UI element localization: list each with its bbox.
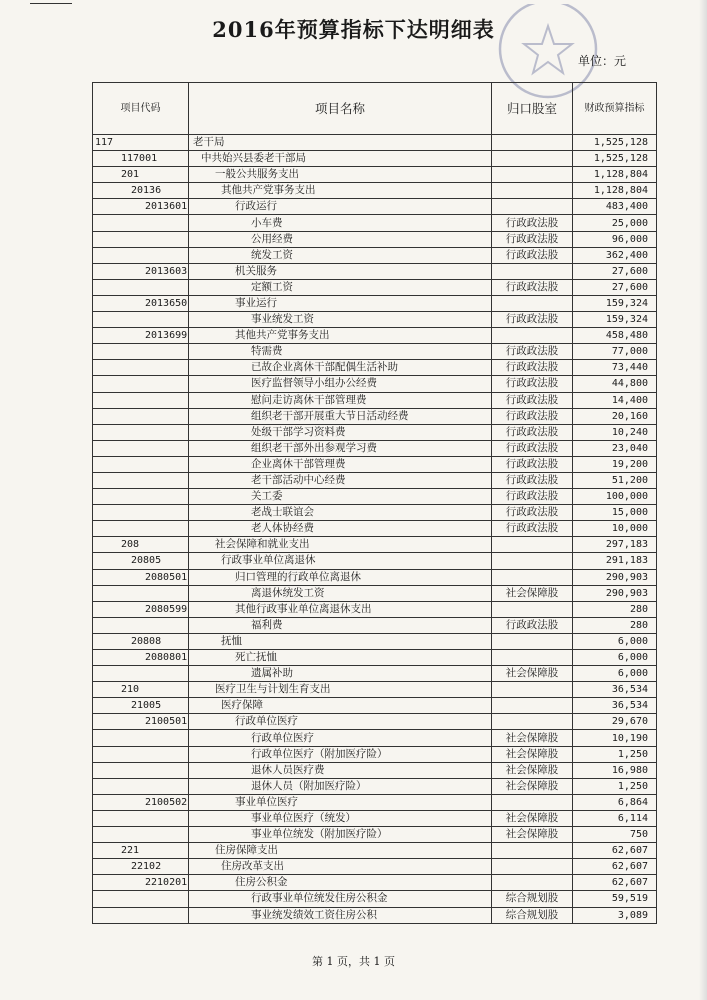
row-department — [492, 183, 573, 199]
row-name: 中共始兴县委老干部局 — [189, 151, 492, 167]
table-row — [93, 312, 657, 328]
row-amount: 14,400 — [573, 392, 657, 408]
row-name: 归口管理的行政单位离退休 — [189, 569, 492, 585]
row-department: 社会保障股 — [492, 778, 573, 794]
row-department: 行政政法股 — [492, 360, 573, 376]
row-amount: 290,903 — [573, 569, 657, 585]
table-row — [93, 569, 657, 585]
table-row — [93, 650, 657, 666]
row-department: 行政政法股 — [492, 392, 573, 408]
row-department — [492, 537, 573, 553]
row-name: 医疗保障 — [189, 698, 492, 714]
row-amount: 297,183 — [573, 537, 657, 553]
row-name: 特需费 — [189, 344, 492, 360]
row-department: 行政政法股 — [492, 505, 573, 521]
row-name: 医疗卫生与计划生育支出 — [189, 682, 492, 698]
row-code: 21005 — [93, 698, 189, 714]
table-row — [93, 794, 657, 810]
row-amount: 27,600 — [573, 279, 657, 295]
row-amount: 159,324 — [573, 295, 657, 311]
page-footer: 第 1 页，共 1 页 — [312, 955, 395, 968]
row-name: 老干部活动中心经费 — [189, 472, 492, 488]
row-department — [492, 859, 573, 875]
table-row — [93, 263, 657, 279]
table-header-row — [93, 83, 657, 135]
table-row — [93, 440, 657, 456]
row-name: 行政事业单位统发住房公积金 — [189, 891, 492, 907]
row-code: 2013650 — [93, 295, 189, 311]
table-row — [93, 730, 657, 746]
row-department — [492, 875, 573, 891]
row-amount: 62,607 — [573, 843, 657, 859]
row-amount: 25,000 — [573, 215, 657, 231]
row-name: 组织老干部外出参观学习费 — [189, 440, 492, 456]
table-row — [93, 408, 657, 424]
table-row — [93, 698, 657, 714]
row-name: 事业统发绩效工资住房公积 — [189, 907, 492, 923]
row-department: 行政政法股 — [492, 456, 573, 472]
row-amount: 6,000 — [573, 633, 657, 649]
row-code: 117 — [93, 135, 189, 151]
row-name: 老干局 — [189, 135, 492, 151]
row-amount: 19,200 — [573, 456, 657, 472]
row-amount: 23,040 — [573, 440, 657, 456]
row-code: 2080501 — [93, 569, 189, 585]
row-code: 22102 — [93, 859, 189, 875]
row-department — [492, 633, 573, 649]
row-amount: 27,600 — [573, 263, 657, 279]
row-code — [93, 617, 189, 633]
row-amount: 1,250 — [573, 778, 657, 794]
table-row — [93, 633, 657, 649]
row-code: 2210201 — [93, 875, 189, 891]
row-amount: 44,800 — [573, 376, 657, 392]
row-code: 2013699 — [93, 328, 189, 344]
row-amount: 3,089 — [573, 907, 657, 923]
row-code: 208 — [93, 537, 189, 553]
row-code — [93, 907, 189, 923]
row-amount: 100,000 — [573, 489, 657, 505]
row-code — [93, 827, 189, 843]
row-name: 小车费 — [189, 215, 492, 231]
row-department: 行政政法股 — [492, 312, 573, 328]
row-department — [492, 263, 573, 279]
row-name: 企业离休干部管理费 — [189, 456, 492, 472]
table-row — [93, 360, 657, 376]
row-department — [492, 328, 573, 344]
row-code: 20136 — [93, 183, 189, 199]
row-amount: 280 — [573, 601, 657, 617]
table-row — [93, 843, 657, 859]
row-department: 社会保障股 — [492, 827, 573, 843]
row-department — [492, 295, 573, 311]
row-amount: 291,183 — [573, 553, 657, 569]
row-department: 社会保障股 — [492, 666, 573, 682]
table-row — [93, 279, 657, 295]
row-amount: 6,000 — [573, 666, 657, 682]
table-row — [93, 472, 657, 488]
row-department: 行政政法股 — [492, 472, 573, 488]
row-name: 离退休统发工资 — [189, 585, 492, 601]
row-amount: 280 — [573, 617, 657, 633]
table-row — [93, 714, 657, 730]
table-row — [93, 489, 657, 505]
row-code — [93, 360, 189, 376]
row-department: 社会保障股 — [492, 762, 573, 778]
table-row — [93, 505, 657, 521]
table-row — [93, 135, 657, 151]
row-name: 定额工资 — [189, 279, 492, 295]
row-department: 行政政法股 — [492, 215, 573, 231]
page-title: 2016年预算指标下达明细表 — [212, 17, 495, 42]
budget-table-area — [92, 82, 652, 943]
table-row — [93, 666, 657, 682]
row-name: 其他共产党事务支出 — [189, 183, 492, 199]
row-code: 20808 — [93, 633, 189, 649]
row-name: 医疗监督领导小组办公经费 — [189, 376, 492, 392]
row-name: 抚恤 — [189, 633, 492, 649]
row-name: 死亡抚恤 — [189, 650, 492, 666]
row-amount: 1,128,804 — [573, 167, 657, 183]
row-name: 其他共产党事务支出 — [189, 328, 492, 344]
row-amount: 36,534 — [573, 698, 657, 714]
row-department: 社会保障股 — [492, 730, 573, 746]
row-name: 关工委 — [189, 489, 492, 505]
row-amount: 1,525,128 — [573, 151, 657, 167]
table-row — [93, 891, 657, 907]
row-name: 退休人员医疗费 — [189, 762, 492, 778]
row-department: 行政政法股 — [492, 489, 573, 505]
row-department: 社会保障股 — [492, 585, 573, 601]
row-amount: 59,519 — [573, 891, 657, 907]
table-row — [93, 392, 657, 408]
row-name: 慰问走访离休干部管理费 — [189, 392, 492, 408]
row-department — [492, 569, 573, 585]
table-row — [93, 682, 657, 698]
row-name: 住房公积金 — [189, 875, 492, 891]
scan-edge-shadow — [699, 0, 707, 1000]
table-row — [93, 778, 657, 794]
table-row — [93, 167, 657, 183]
row-amount: 10,000 — [573, 521, 657, 537]
row-code: 210 — [93, 682, 189, 698]
row-amount: 62,607 — [573, 875, 657, 891]
row-code: 201 — [93, 167, 189, 183]
header-department: 归口股室 — [492, 83, 573, 135]
unit-label: 单位：元 — [578, 54, 627, 68]
row-name: 行政运行 — [189, 199, 492, 215]
row-amount: 159,324 — [573, 312, 657, 328]
row-code: 2100502 — [93, 794, 189, 810]
row-code — [93, 730, 189, 746]
row-amount: 6,114 — [573, 810, 657, 826]
row-name: 行政事业单位离退休 — [189, 553, 492, 569]
row-amount: 458,480 — [573, 328, 657, 344]
row-department — [492, 794, 573, 810]
row-department: 综合规划股 — [492, 891, 573, 907]
budget-table — [92, 82, 657, 924]
row-code — [93, 505, 189, 521]
table-row — [93, 183, 657, 199]
row-code — [93, 810, 189, 826]
row-amount: 6,000 — [573, 650, 657, 666]
row-amount: 20,160 — [573, 408, 657, 424]
row-code — [93, 456, 189, 472]
table-row — [93, 617, 657, 633]
row-amount: 15,000 — [573, 505, 657, 521]
row-department — [492, 135, 573, 151]
row-code: 2013603 — [93, 263, 189, 279]
row-name: 已故企业离休干部配偶生活补助 — [189, 360, 492, 376]
row-name: 机关服务 — [189, 263, 492, 279]
table-row — [93, 875, 657, 891]
table-row — [93, 151, 657, 167]
row-name: 一般公共服务支出 — [189, 167, 492, 183]
scan-artifact-line — [30, 3, 72, 4]
row-department: 社会保障股 — [492, 810, 573, 826]
row-amount: 29,670 — [573, 714, 657, 730]
row-name: 其他行政事业单位离退休支出 — [189, 601, 492, 617]
row-code — [93, 408, 189, 424]
row-code: 2100501 — [93, 714, 189, 730]
row-name: 事业单位统发（附加医疗险） — [189, 827, 492, 843]
row-name: 事业统发工资 — [189, 312, 492, 328]
row-code — [93, 891, 189, 907]
row-department — [492, 714, 573, 730]
table-row — [93, 456, 657, 472]
table-row — [93, 247, 657, 263]
row-name: 组织老干部开展重大节日活动经费 — [189, 408, 492, 424]
table-row — [93, 328, 657, 344]
table-row — [93, 746, 657, 762]
row-name: 处级干部学习资料费 — [189, 424, 492, 440]
table-body — [93, 135, 657, 924]
row-amount: 51,200 — [573, 472, 657, 488]
row-amount: 96,000 — [573, 231, 657, 247]
row-department: 行政政法股 — [492, 440, 573, 456]
table-row — [93, 859, 657, 875]
row-name: 遗属补助 — [189, 666, 492, 682]
row-department — [492, 199, 573, 215]
table-row — [93, 907, 657, 923]
row-name: 住房改革支出 — [189, 859, 492, 875]
row-code: 2080599 — [93, 601, 189, 617]
row-code — [93, 231, 189, 247]
row-code — [93, 312, 189, 328]
row-amount: 16,980 — [573, 762, 657, 778]
row-name: 行政单位医疗 — [189, 730, 492, 746]
row-code — [93, 472, 189, 488]
row-department: 行政政法股 — [492, 376, 573, 392]
row-code — [93, 521, 189, 537]
row-department: 综合规划股 — [492, 907, 573, 923]
row-amount: 10,190 — [573, 730, 657, 746]
row-amount: 6,864 — [573, 794, 657, 810]
table-row — [93, 537, 657, 553]
row-department — [492, 167, 573, 183]
row-amount: 483,400 — [573, 199, 657, 215]
row-department — [492, 650, 573, 666]
row-name: 社会保障和就业支出 — [189, 537, 492, 553]
row-code: 2080801 — [93, 650, 189, 666]
table-row — [93, 231, 657, 247]
table-row — [93, 424, 657, 440]
table-row — [93, 521, 657, 537]
row-name: 行政单位医疗 — [189, 714, 492, 730]
row-name: 事业单位医疗 — [189, 794, 492, 810]
row-code — [93, 666, 189, 682]
row-department: 行政政法股 — [492, 617, 573, 633]
row-name: 退休人员（附加医疗险） — [189, 778, 492, 794]
table-row — [93, 344, 657, 360]
row-code: 20805 — [93, 553, 189, 569]
row-department — [492, 698, 573, 714]
table-row — [93, 810, 657, 826]
row-department — [492, 601, 573, 617]
row-name: 事业运行 — [189, 295, 492, 311]
row-amount: 77,000 — [573, 344, 657, 360]
row-department: 行政政法股 — [492, 424, 573, 440]
header-project-code: 项目代码 — [93, 83, 189, 135]
row-department: 社会保障股 — [492, 746, 573, 762]
table-row — [93, 215, 657, 231]
row-name: 老战士联谊会 — [189, 505, 492, 521]
row-code — [93, 376, 189, 392]
row-code — [93, 489, 189, 505]
row-code — [93, 344, 189, 360]
row-code — [93, 215, 189, 231]
row-amount: 36,534 — [573, 682, 657, 698]
row-amount: 750 — [573, 827, 657, 843]
table-row — [93, 827, 657, 843]
row-code: 117001 — [93, 151, 189, 167]
row-department: 行政政法股 — [492, 344, 573, 360]
row-code — [93, 585, 189, 601]
row-code: 2013601 — [93, 199, 189, 215]
row-name: 老人体协经费 — [189, 521, 492, 537]
table-row — [93, 585, 657, 601]
row-amount: 362,400 — [573, 247, 657, 263]
row-amount: 1,525,128 — [573, 135, 657, 151]
table-row — [93, 295, 657, 311]
row-code — [93, 392, 189, 408]
row-code — [93, 424, 189, 440]
table-row — [93, 553, 657, 569]
row-code — [93, 279, 189, 295]
row-amount: 1,128,804 — [573, 183, 657, 199]
row-department: 行政政法股 — [492, 408, 573, 424]
row-name: 统发工资 — [189, 247, 492, 263]
table-row — [93, 376, 657, 392]
row-code: 221 — [93, 843, 189, 859]
row-department: 行政政法股 — [492, 279, 573, 295]
row-name: 事业单位医疗（统发） — [189, 810, 492, 826]
row-name: 福利费 — [189, 617, 492, 633]
row-amount: 290,903 — [573, 585, 657, 601]
header-budget-amount: 财政预算指标 — [573, 83, 657, 135]
row-department — [492, 151, 573, 167]
table-row — [93, 601, 657, 617]
row-code — [93, 762, 189, 778]
row-amount: 73,440 — [573, 360, 657, 376]
row-code — [93, 746, 189, 762]
row-code — [93, 778, 189, 794]
table-row — [93, 762, 657, 778]
row-department — [492, 682, 573, 698]
row-name: 住房保障支出 — [189, 843, 492, 859]
row-department: 行政政法股 — [492, 247, 573, 263]
row-amount: 62,607 — [573, 859, 657, 875]
row-department: 行政政法股 — [492, 521, 573, 537]
row-name: 公用经费 — [189, 231, 492, 247]
row-amount: 1,250 — [573, 746, 657, 762]
row-department — [492, 553, 573, 569]
table-row — [93, 199, 657, 215]
row-amount: 10,240 — [573, 424, 657, 440]
row-code — [93, 247, 189, 263]
row-department: 行政政法股 — [492, 231, 573, 247]
header-project-name: 项目名称 — [189, 83, 492, 135]
row-name: 行政单位医疗（附加医疗险） — [189, 746, 492, 762]
row-code — [93, 440, 189, 456]
row-department — [492, 843, 573, 859]
